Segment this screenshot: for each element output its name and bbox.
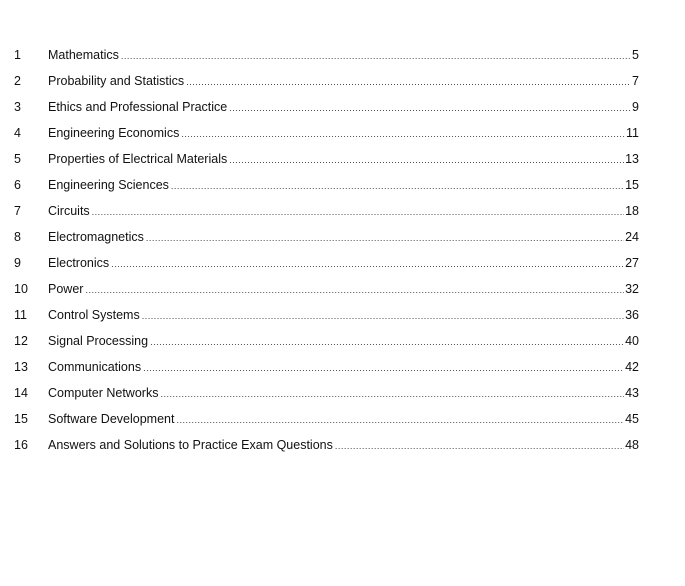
toc-entry-line [48, 335, 639, 348]
toc-entry-page: 11 [626, 125, 639, 140]
toc-entry-line [48, 439, 639, 452]
toc-entry-number: 13 [14, 359, 28, 374]
toc-entry[interactable] [0, 42, 685, 68]
toc-entry-page: 15 [625, 177, 639, 192]
toc-entry[interactable] [0, 250, 685, 276]
toc-entry-page: 24 [625, 229, 639, 244]
toc-entry-title: Power [48, 281, 84, 296]
toc-entry-line [48, 413, 639, 426]
toc-entry-line [48, 309, 639, 322]
dot-leader [92, 208, 624, 217]
toc-entry[interactable] [0, 198, 685, 224]
toc-entry-page: 27 [625, 255, 639, 270]
toc-entry-page: 45 [625, 411, 639, 426]
dot-leader [181, 130, 625, 139]
toc-entry-number: 2 [14, 73, 21, 88]
toc-entry-number: 12 [14, 333, 28, 348]
toc-entry-title: Ethics and Professional Practice [48, 99, 228, 114]
toc-entry[interactable] [0, 94, 685, 120]
toc-entry-page: 13 [625, 151, 639, 166]
dot-leader [160, 390, 624, 399]
toc-entry-page: 48 [625, 437, 639, 452]
toc-entry-page: 40 [625, 333, 639, 348]
toc-entry-page: 32 [625, 281, 639, 296]
toc-entry-page: 43 [625, 385, 639, 400]
toc-entry-page: 9 [632, 99, 639, 114]
toc-entry-title: Electronics [48, 255, 110, 270]
dot-leader [143, 364, 624, 373]
toc-entry-line [48, 387, 639, 400]
toc-entry[interactable] [0, 432, 685, 458]
toc-entry-title: Circuits [48, 203, 90, 218]
toc-entry-title: Probability and Statistics [48, 73, 185, 88]
toc-entry-number: 11 [14, 307, 27, 322]
toc-entry-line [48, 127, 639, 140]
toc-entry-title: Engineering Sciences [48, 177, 169, 192]
dot-leader [146, 234, 624, 243]
toc-entry[interactable] [0, 172, 685, 198]
toc-entry-page: 36 [625, 307, 639, 322]
toc-entry-line [48, 153, 639, 166]
toc-entry-line [48, 205, 639, 218]
toc-entry-number: 3 [14, 99, 21, 114]
dot-leader [150, 338, 624, 347]
toc-entry[interactable] [0, 302, 685, 328]
toc-entry-number: 16 [14, 437, 28, 452]
toc-entry-line [48, 361, 639, 374]
table-of-contents [0, 42, 685, 458]
toc-entry-page: 7 [632, 73, 639, 88]
toc-entry[interactable] [0, 354, 685, 380]
toc-entry-title: Properties of Electrical Materials [48, 151, 228, 166]
toc-entry-line [48, 257, 639, 270]
toc-entry[interactable] [0, 68, 685, 94]
toc-entry-line [48, 75, 639, 88]
toc-entry-title: Control Systems [48, 307, 140, 322]
toc-entry-number: 8 [14, 229, 21, 244]
dot-leader [176, 416, 624, 425]
toc-entry-page: 42 [625, 359, 639, 374]
toc-entry-number: 7 [14, 203, 21, 218]
toc-entry-title: Engineering Economics [48, 125, 180, 140]
toc-entry[interactable] [0, 120, 685, 146]
dot-leader [121, 52, 631, 61]
toc-entry[interactable] [0, 276, 685, 302]
toc-entry-number: 1 [14, 47, 21, 62]
toc-entry-title: Electromagnetics [48, 229, 144, 244]
toc-entry-number: 4 [14, 125, 21, 140]
dot-leader [335, 442, 624, 451]
dot-leader [229, 156, 624, 165]
toc-entry-title: Communications [48, 359, 142, 374]
toc-entry-title: Software Development [48, 411, 175, 426]
toc-entry-title: Mathematics [48, 47, 119, 62]
toc-entry-number: 10 [14, 281, 28, 296]
dot-leader [186, 78, 631, 87]
toc-entry[interactable] [0, 146, 685, 172]
toc-entry-line [48, 179, 639, 192]
dot-leader [111, 260, 624, 269]
toc-entry[interactable] [0, 224, 685, 250]
toc-entry-title: Answers and Solutions to Practice Exam Questions [48, 437, 333, 452]
toc-entry-line [48, 101, 639, 114]
toc-entry-line [48, 231, 639, 244]
toc-entry[interactable] [0, 380, 685, 406]
toc-entry-line [48, 49, 639, 62]
toc-entry-page: 5 [632, 47, 639, 62]
toc-entry[interactable] [0, 328, 685, 354]
dot-leader [171, 182, 624, 191]
toc-entry-number: 9 [14, 255, 21, 270]
dot-leader [142, 312, 624, 321]
dot-leader [85, 286, 624, 295]
toc-entry-title: Signal Processing [48, 333, 149, 348]
toc-entry-number: 5 [14, 151, 21, 166]
dot-leader [229, 104, 631, 113]
toc-entry-number: 6 [14, 177, 21, 192]
toc-entry-number: 14 [14, 385, 28, 400]
toc-entry-line [48, 283, 639, 296]
toc-entry-page: 18 [625, 203, 639, 218]
toc-entry[interactable] [0, 406, 685, 432]
toc-entry-number: 15 [14, 411, 28, 426]
toc-entry-title: Computer Networks [48, 385, 159, 400]
